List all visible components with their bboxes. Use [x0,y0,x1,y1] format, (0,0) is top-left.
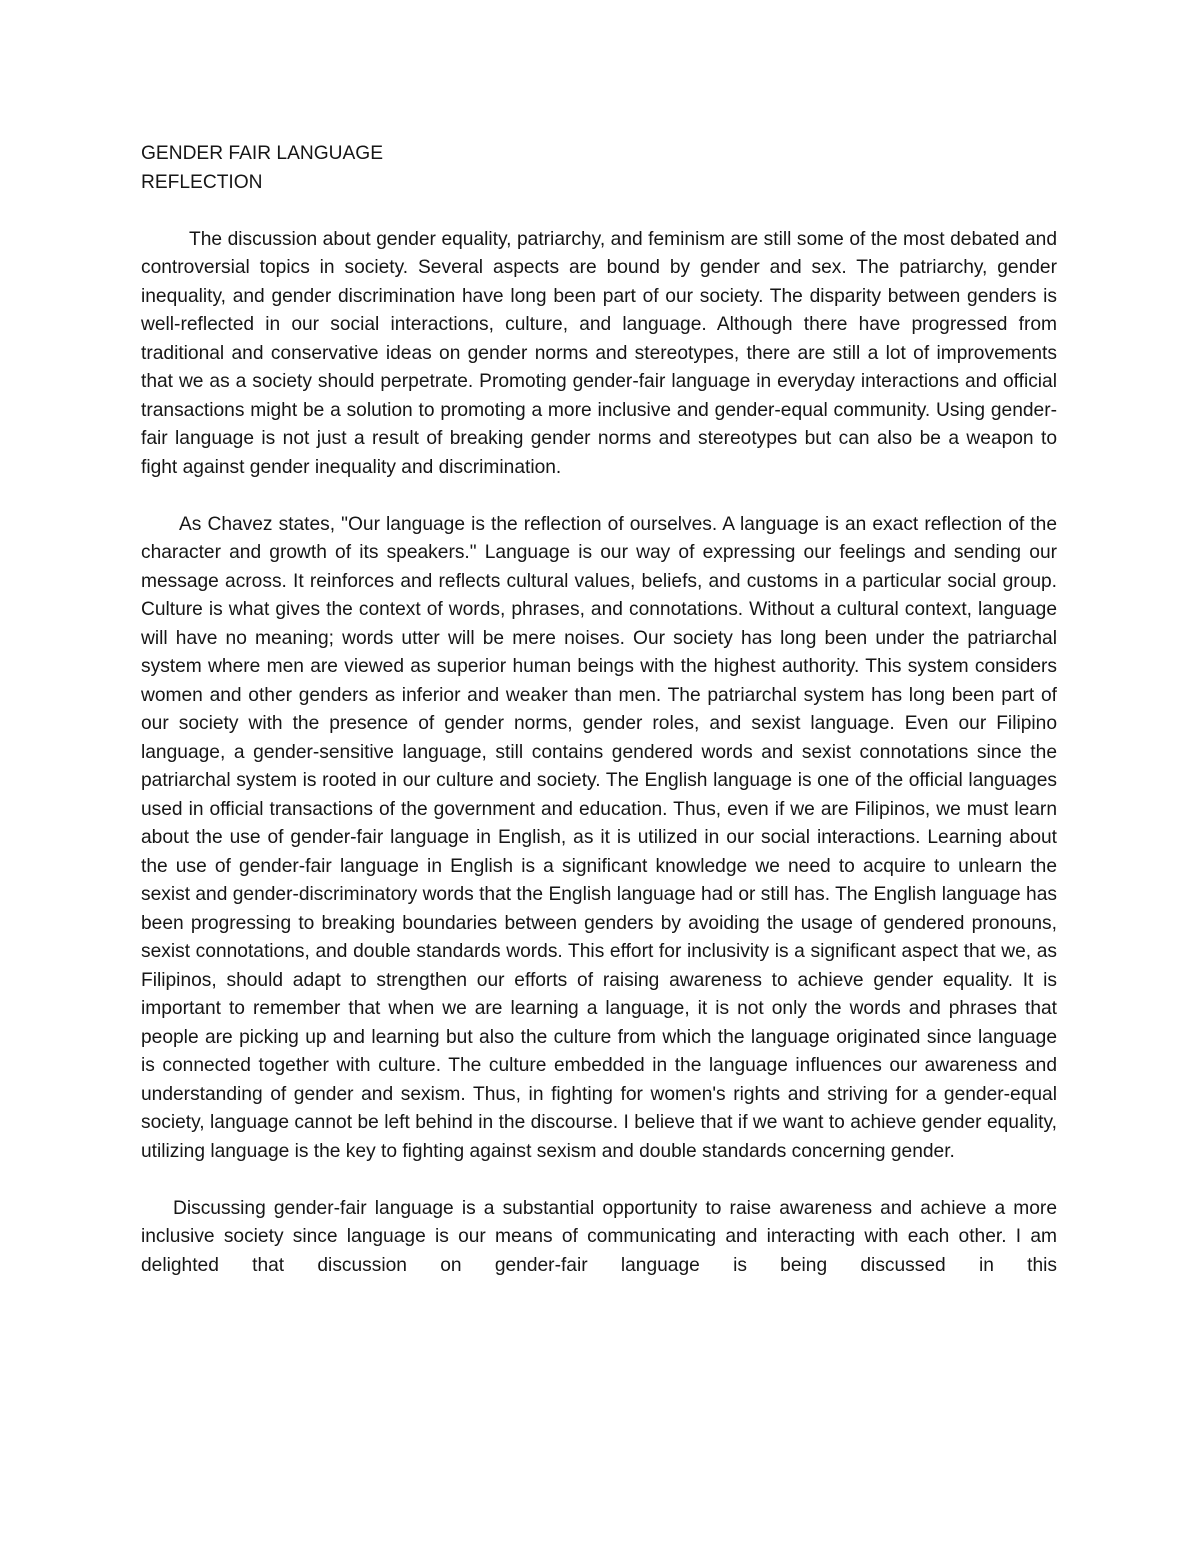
document-subtitle: REFLECTION [141,171,263,193]
document-title: GENDER FAIR LANGUAGE [141,143,384,164]
spacer [141,197,1057,226]
document-body [141,140,1057,1280]
paragraph-intro: The discussion about gender equality, patriarchy, and feminism are still some of the most debated and controversial topics in society. Several aspects are bound by gender and sex. The patriarchy, gender inequality, and gender discrimination have long been part of our society. The disparity between genders is well-reflected in our social interactions, culture, and language. Although there have progressed from traditional and conservative ideas on gender norms and stereotypes, there are still a lot of improvements that we as a society should perpetrate. Promoting gender-fair language in everyday interactions and official transactions might be a solution to promoting a more inclusive and gender-equal community. Using gender-fair language is not just a result of breaking gender norms and stereotypes but can also be a weapon to fight against gender inequality and discrimination. [141,228,1057,478]
paragraph-body: As Chavez states, "Our language is the reflection of ourselves. A language is an exact reflection of the character and growth of its speakers." Language is our way of expressing our feelings and sending our message across. It reinforces and reflects cultural values, beliefs, and customs in a particular social group. Culture is what gives the context of words, phrases, and connotations. Without a cultural context, language will have no meaning; words utter will be mere noises. Our society has long been under the patriarchal system where men are viewed as superior human beings with the highest authority. This system considers women and other genders as inferior and weaker than men. The patriarchal system has long been part of our society with the presence of gender norms, gender roles, and sexist language. Even our Filipino language, a gender-sensitive language, still contains gendered words and sexist connotations since the patriarchal system is rooted in our culture and society. The English language is one of the official languages used in official transactions of the government and education. Thus, even if we are Filipinos, we must learn about the use of gender-fair language in English, as it is utilized in our social interactions. Learning about the use of gender-fair language in English is a significant knowledge we need to acquire to unlearn the sexist and gender-discriminatory words that the English language had or still has. The English language has been progressing to breaking boundaries between genders by avoiding the usage of gendered pronouns, sexist connotations, and double standards words. This effort for inclusivity is a significant aspect that we, as Filipinos, should adapt to strengthen our efforts of raising awareness to achieve gender equality. It is important to remember that when we are learning a language, it is not only the words and phrases that people are picking up and learning but also the culture from which the language originated since language is connected together with culture. The culture embedded in the language influences our awareness and understanding of gender and sexism. Thus, in fighting for women's rights and striving for a gender-equal society, language cannot be left behind in the discourse. I believe that if we want to achieve gender equality, utilizing language is the key to fighting against sexism and double standards concerning gender. [141,513,1057,1162]
paragraph-conclusion: Discussing gender-fair language is a substantial opportunity to raise awareness and achieve a more inclusive society since language is our means of communicating and interacting with each other. I am delighted that discussion on gender-fair language is being discussed in this [141,1197,1057,1276]
